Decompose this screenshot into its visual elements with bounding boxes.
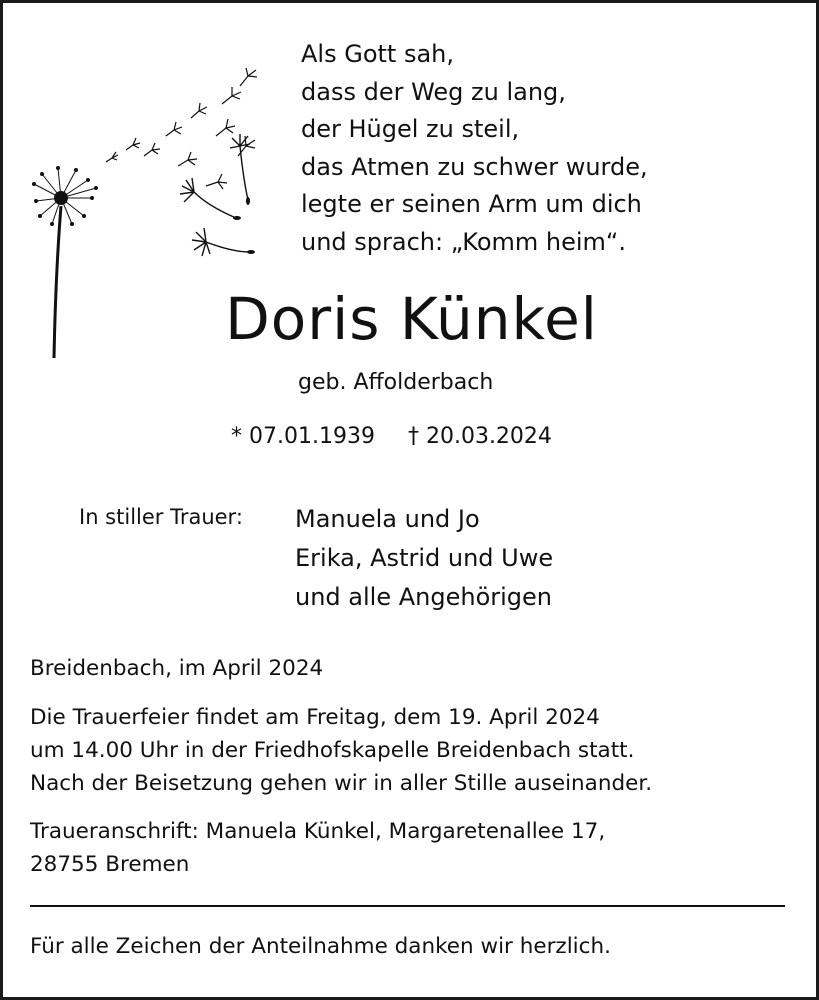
life-dates — [231, 424, 552, 449]
thanks-note: Für alle Zeichen der Anteilnahme danken wir herzlich. — [30, 934, 611, 959]
birth-date: * 07.01.1939 — [231, 424, 375, 449]
divider — [30, 905, 785, 907]
poem-line: und sprach: „Komm heim“. — [301, 227, 626, 256]
poem-line: legte er seinen Arm um dich — [301, 190, 642, 218]
poem-line: Als Gott sah, — [301, 40, 454, 68]
poem-line: der Hügel zu steil, — [301, 115, 520, 143]
mourning-address — [30, 815, 605, 881]
mourning-label: In stiller Trauer: — [79, 505, 243, 529]
mourner-line: und alle Angehörigen — [295, 583, 552, 611]
mourners-list — [295, 500, 553, 617]
poem-line: das Atmen zu schwer wurde, — [301, 152, 648, 181]
poem — [301, 36, 648, 261]
deceased-name: Doris Künkel — [225, 285, 598, 353]
death-date: † 20.03.2024 — [407, 424, 552, 449]
address-line: Traueranschrift: Manuela Künkel, Margaretenallee 17, — [30, 819, 606, 844]
place-date: Breidenbach, im April 2024 — [30, 656, 324, 681]
ceremony-line: um 14.00 Uhr in der Friedhofskapelle Breidenbach statt. — [30, 738, 635, 763]
mourner-line: Erika, Astrid und Uwe — [295, 544, 554, 572]
poem-line: dass der Weg zu lang, — [301, 77, 566, 106]
ceremony-line: Nach der Beisetzung gehen wir in aller Stille auseinander. — [30, 771, 653, 796]
ceremony-line: Die Trauerfeier findet am Freitag, dem 19. April 2024 — [30, 705, 600, 730]
maiden-name: geb. Affolderbach — [298, 370, 494, 395]
ceremony-info — [30, 701, 652, 800]
address-line: 28755 Bremen — [30, 852, 190, 877]
mourner-line: Manuela und Jo — [295, 505, 480, 533]
